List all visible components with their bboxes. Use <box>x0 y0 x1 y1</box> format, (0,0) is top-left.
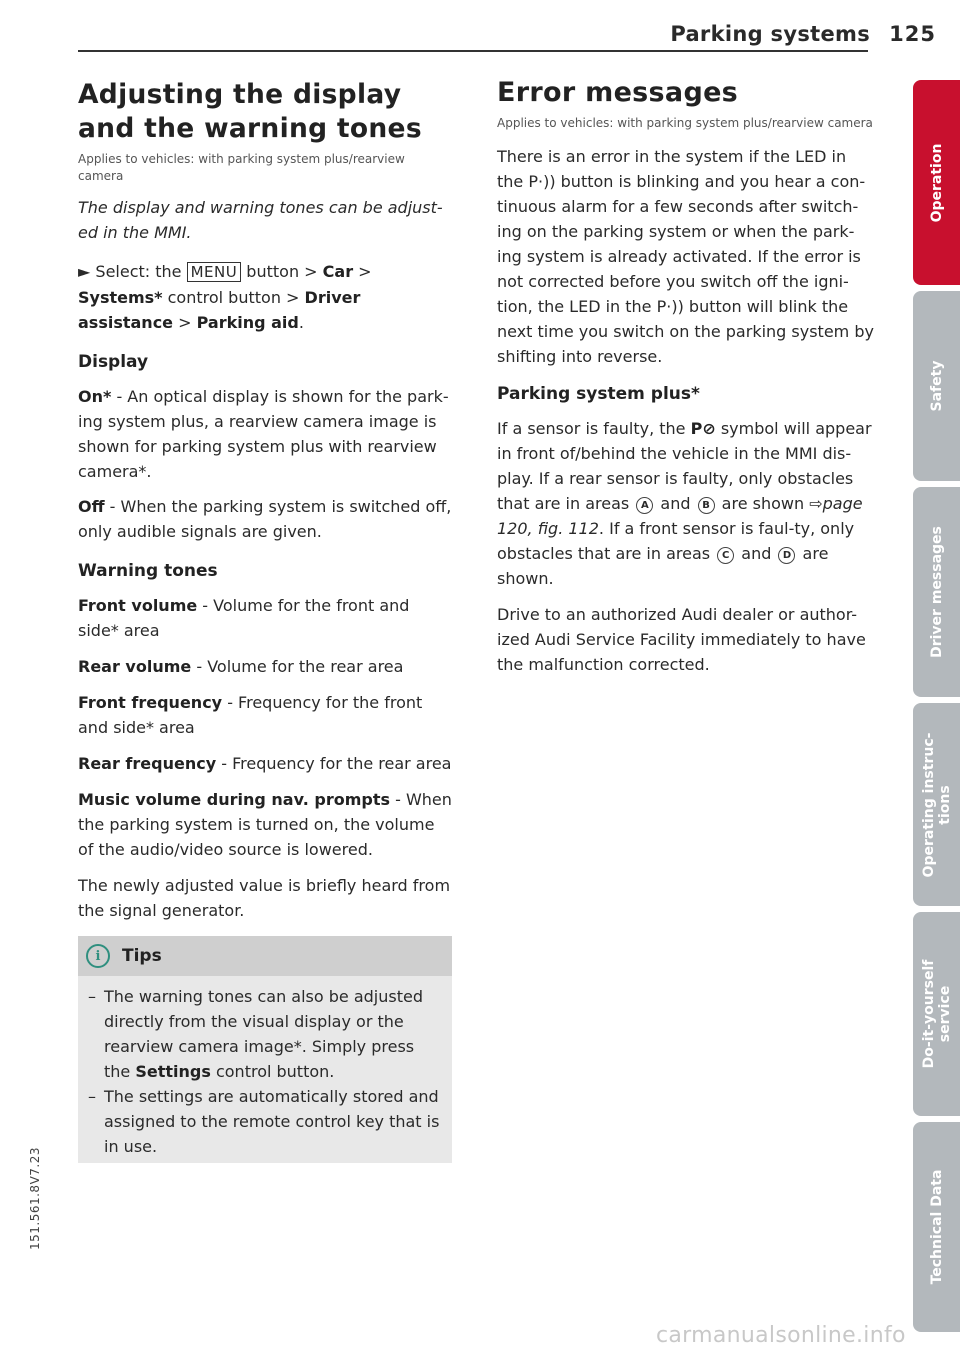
tab-do-it-yourself-service[interactable]: Do-it-yourself service <box>913 912 960 1116</box>
tips-header <box>78 936 452 976</box>
setting-item: Rear frequency - Frequency for the rear area <box>78 754 452 773</box>
tab-technical-data[interactable]: Technical Data <box>913 1122 960 1332</box>
tips-body <box>78 976 452 1163</box>
error-paragraph: There is an error in the system if the LED in the P·)) button is blinking and you hear a con-tinuous alarm for a few seconds after switch-ing on the parking system or when the park-ing system is already activated. If the error is not corrected before you switch off the igni-tion, the LED in the P·)) button will blink the next time you switch on the parking system by shifting into reverse. <box>497 147 874 366</box>
lead-paragraph: The display and warning tones can be adjust-ed in the MMI. <box>78 198 443 242</box>
tab-operating-instructions[interactable]: Operating instruc- tions <box>913 703 960 906</box>
display-heading: Display <box>78 352 149 372</box>
info-icon: i <box>86 944 110 968</box>
section-title: Adjusting the display and the warning tones <box>78 79 422 144</box>
sensor-fault-paragraph: If a sensor is faulty, the P⊘ symbol will appear in front of/behind the vehicle in the MMI dis-play. If a rear sensor is faulty, only obstacles that are in areas A and B are shown ⇨page 120, fig. 112. If a front sensor is faul-ty, only obstacles that are in areas C and D are shown. <box>497 419 872 588</box>
applies-to: Applies to vehicles: with parking system plus/rearview camera <box>78 152 405 183</box>
instruction-step: ► Select: the MENU button > Car > Systems* control button > Driver assistance > Parking aid. <box>78 262 372 332</box>
tips-box <box>78 936 452 1163</box>
running-header: Parking systems <box>670 22 870 46</box>
tips-title: Tips <box>122 946 162 966</box>
closing-paragraph: The newly adjusted value is briefly heard from the signal generator. <box>78 876 451 920</box>
watermark: carmanualsonline.info <box>656 1323 906 1348</box>
area-c-marker: C <box>717 547 734 564</box>
tip-item: – The warning tones can also be adjusted directly from the visual display or the rearview camera image*. Simply press the Settings control button. <box>88 987 423 1081</box>
applies-to: Applies to vehicles: with parking system plus/rearview camera <box>497 116 873 130</box>
parking-system-plus-heading: Parking system plus* <box>497 384 700 404</box>
document-code: 151.561.8V7.23 <box>28 1147 42 1250</box>
area-b-marker: B <box>698 497 715 514</box>
setting-item: Rear volume - Volume for the rear area <box>78 657 404 676</box>
warning-tones-heading: Warning tones <box>78 561 218 581</box>
error-messages-title: Error messages <box>497 77 739 108</box>
left-column <box>78 0 452 1163</box>
off-description: Off - When the parking system is switched off, only audible signals are given. <box>78 497 452 541</box>
tab-safety[interactable]: Safety <box>913 291 960 481</box>
page-number: 125 <box>889 22 936 46</box>
setting-item: Front volume - Volume for the front and side* area <box>78 596 410 640</box>
parking-fault-symbol: P⊘ <box>690 419 716 438</box>
right-column <box>497 0 877 677</box>
tab-operation[interactable]: Operation <box>913 80 960 285</box>
on-description: On* - An optical display is shown for the park-ing system plus, a rearview camera image is shown for parking system plus with rearview camera*. <box>78 387 449 481</box>
setting-item: Music volume during nav. prompts - When the parking system is turned on, the volume of the audio/video source is lowered. <box>78 790 452 859</box>
dealer-paragraph: Drive to an authorized Audi dealer or author-ized Audi Service Facility immediately to have the malfunction corrected. <box>497 605 866 674</box>
setting-item: Front frequency - Frequency for the front and side* area <box>78 693 423 737</box>
tip-item: – The settings are automatically stored and assigned to the remote control key that is in use. <box>88 1087 440 1156</box>
reference-arrow-icon: ⇨ <box>809 494 823 513</box>
area-d-marker: D <box>778 547 795 564</box>
page-reference-link[interactable]: page 120, fig. 112 <box>497 494 863 538</box>
area-a-marker: A <box>636 497 653 514</box>
menu-key: MENU <box>187 262 242 282</box>
tab-driver-messages[interactable]: Driver messages <box>913 487 960 697</box>
